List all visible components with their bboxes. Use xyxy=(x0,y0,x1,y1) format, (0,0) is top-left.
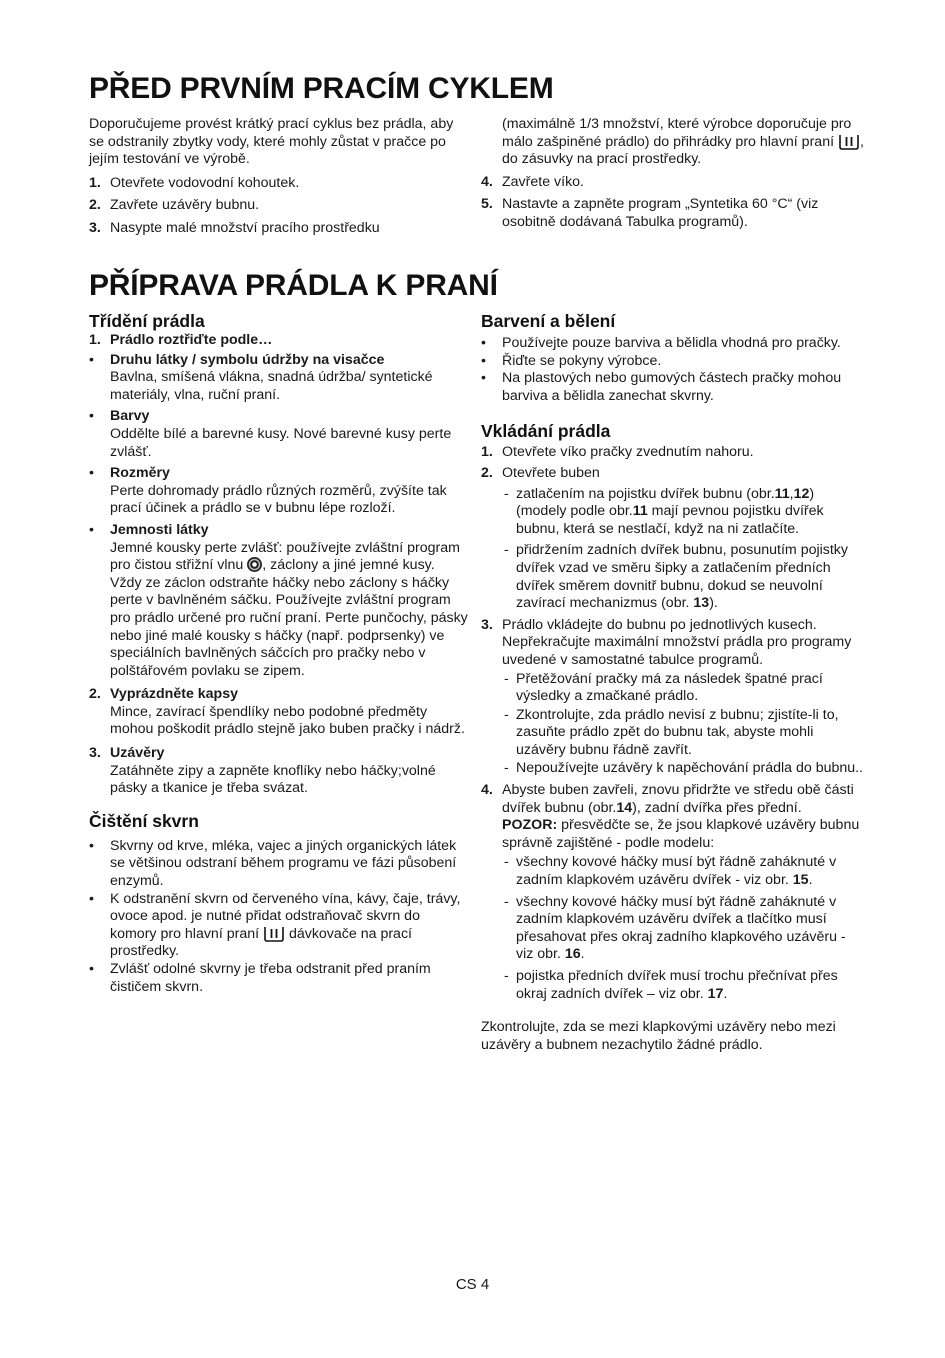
bullet-icon: • xyxy=(89,521,94,538)
bullet-icon: • xyxy=(89,961,94,977)
step-item xyxy=(481,196,866,231)
dash-text: mají pevnou pojistku dvířek bubnu, která se nestlačí, když na ni zatlačíte. xyxy=(516,503,824,537)
figure-ref: 13 xyxy=(693,595,710,612)
section-title-laundry-preparation: PŘÍPRAVA PRÁDLA K PRANÍ xyxy=(89,269,498,302)
stain-text: Zvlášť odolné skvrny je třeba odstranit před praním čističem skvrn. xyxy=(110,961,431,995)
sorting-criterion-delicate xyxy=(89,522,469,680)
step-number: 5. xyxy=(481,196,493,213)
bullet-icon: • xyxy=(89,351,94,368)
dash-icon: - xyxy=(504,670,509,687)
step-text: Zatáhněte zipy a zapněte knoflíky nebo háčky;volné pásky a tkanice je třeba svázat. xyxy=(110,762,436,797)
section-title-before-first-cycle: PŘED PRVNÍM PRACÍM CYKLEM xyxy=(89,72,554,105)
main-wash-compartment-icon xyxy=(263,926,285,942)
bullet-icon: • xyxy=(89,890,94,907)
step-text: Nasypte malé množství pracího prostředku xyxy=(110,219,380,236)
step-text: Otevřete vodovodní kohoutek. xyxy=(110,174,300,191)
section1-left-column xyxy=(89,116,469,243)
dash-icon: - xyxy=(504,485,509,502)
dash-text: Zkontrolujte, zda prádlo nevisí z bubnu; zjistíte-li to, zasuňte prádlo zpět do bubnu tak, abyste mohli uzávěry bubnu řádně zavřít. xyxy=(516,706,839,758)
dash-icon: - xyxy=(504,706,509,723)
page-number: CS 4 xyxy=(455,1276,490,1293)
dyeing-text: Řiďte se pokyny výrobce. xyxy=(502,352,662,369)
dyeing-item xyxy=(481,335,866,353)
dash-text: pojistka předních dvířek musí trochu přečnívat přes okraj zadních dvířek – viz obr. xyxy=(516,968,838,1002)
step-text: ), zadní dvířka přes přední. xyxy=(632,799,802,816)
section2-left-column xyxy=(89,310,469,996)
step3-continued-text-a: (maximálně 1/3 množství, které výrobce doporučuje pro málo zašpiněné prádlo) do přihrádky pro hlavní praní xyxy=(502,116,852,150)
dash-icon: - xyxy=(504,968,509,984)
step-number: 2. xyxy=(89,197,101,214)
dyeing-item xyxy=(481,353,866,371)
dash-icon: - xyxy=(504,893,509,910)
stain-item xyxy=(89,961,469,996)
dash-item xyxy=(481,542,866,612)
step-number: 2. xyxy=(89,686,101,703)
dash-text: přidržením zadních dvířek bubnu, posunutím pojistky dvířek vzad ve směru šipky a zatlačením předních dvířek směrem dovnitř bubnu, dokud se neuvolní zavírací mechanizmus (obr. xyxy=(516,542,848,612)
figure-ref: 17 xyxy=(707,985,724,1002)
stain-item xyxy=(89,838,469,891)
loading-step-2 xyxy=(481,465,866,483)
dash-item xyxy=(481,760,866,778)
step-item xyxy=(89,220,469,238)
warning-label: POZOR: xyxy=(502,817,558,834)
step-text: Zavřete uzávěry bubnu. xyxy=(110,197,260,214)
step-text: Prádlo vkládejte do bubnu po jednotlivých kusech. Nepřekračujte maximální množství prádla pro programy uvedené v samostatné tabulce programů. xyxy=(502,616,852,668)
dash-text: Přetěžování pračky má za následek špatné prací výsledky a zmačkané prádlo. xyxy=(516,670,823,705)
step-title: Uzávěry xyxy=(110,745,165,762)
step3-continued-text-b: , do zásuvky na prací prostředky. xyxy=(502,133,864,168)
criterion-text: Perte dohromady prádlo různých rozměrů, zvýšíte tak prací účinek a prádlo se v bubnu lépe rozloží. xyxy=(110,482,447,517)
dash-item xyxy=(481,854,866,889)
step-number: 2. xyxy=(481,464,493,481)
heading-loading-laundry: Vkládání prádla xyxy=(481,421,611,442)
figure-ref: 14 xyxy=(616,799,633,816)
stain-text: Skvrny od krve, mléka, vajec a jiných organických látek se většinou odstraní během programu ve fázi působení enzymů. xyxy=(110,837,457,890)
figure-ref: 11 xyxy=(774,485,790,502)
sorting-step-2 xyxy=(89,686,469,739)
dash-text: . xyxy=(808,872,813,889)
dash-text: . xyxy=(723,985,728,1002)
dash-item xyxy=(481,894,866,964)
bullet-icon: • xyxy=(89,465,94,482)
dash-text: zatlačením na pojistku dvířek bubnu (obr. xyxy=(516,485,775,502)
dash-icon: - xyxy=(504,542,509,559)
section2-right-column xyxy=(481,310,866,1054)
warning-text: přesvědčte se, že jsou klapkové uzávěry bubnu správně zajištěné - podle modelu: xyxy=(502,817,860,851)
figure-ref: 12 xyxy=(793,485,810,502)
step3-continuation xyxy=(481,116,866,169)
dyeing-item xyxy=(481,370,866,405)
step-item xyxy=(481,174,866,192)
main-wash-compartment-icon xyxy=(838,134,860,150)
sorting-step-3 xyxy=(89,745,469,798)
sorting-criterion xyxy=(89,352,469,405)
step-number: 3. xyxy=(481,616,493,633)
stain-item xyxy=(89,891,469,961)
bullet-icon: • xyxy=(89,408,94,425)
bullet-icon: • xyxy=(89,837,94,854)
criterion-text: Oddělte bílé a barevné kusy. Nové barevné kusy perte zvlášť. xyxy=(110,425,452,460)
criterion-title: Druhu látky / symbolu údržby na visačce xyxy=(110,351,385,368)
wool-program-icon xyxy=(247,557,262,572)
dyeing-text: Na plastových nebo gumových částech pračky mohou barviva a bělidla zanechat skvrny. xyxy=(502,370,842,404)
criterion-title: Barvy xyxy=(110,408,150,425)
dash-item xyxy=(481,707,866,760)
dash-text: ) (modely podle obr. xyxy=(516,485,815,520)
step-number: 3. xyxy=(89,219,101,236)
stain-text-b: dávkovače na prací prostředky. xyxy=(110,925,412,960)
step-text: Prádlo roztřiďte podle… xyxy=(110,332,273,348)
step-number: 3. xyxy=(89,745,101,762)
heading-sorting: Třídění prádla xyxy=(89,311,205,331)
step-title: Vyprázdněte kapsy xyxy=(110,686,239,703)
loading-step-1 xyxy=(481,444,866,462)
criterion-text-a: Jemné kousky perte zvlášť: používejte zvláštní program pro čistou střižní vlnu xyxy=(110,539,460,574)
dash-text: Nepoužívejte uzávěry k napěchování prádla do bubnu.. xyxy=(516,760,864,777)
figure-ref: 16 xyxy=(564,946,581,963)
sorting-criterion xyxy=(89,408,469,461)
figure-ref: 15 xyxy=(792,872,809,889)
criterion-text: Bavlna, smíšená vlákna, snadná údržba/ syntetické materiály, vlna, ruční praní. xyxy=(110,369,433,403)
sorting-criterion xyxy=(89,465,469,518)
dash-text: všechny kovové háčky musí být řádně zaháknuté v zadním klapkovém uzávěru dvířek a tlačítko musí přesahovat přes okraj zadního klapkového uzávěru - viz obr. xyxy=(516,893,846,963)
dyeing-text: Používejte pouze barviva a bělidla vhodná pro pračky. xyxy=(502,335,841,351)
bullet-icon: • xyxy=(481,335,486,351)
dash-icon: - xyxy=(504,760,509,777)
step-text: Nastavte a zapněte program „Syntetika 60 °C“ (viz osobitně dodávaná Tabulka programů). xyxy=(502,196,819,230)
closing-paragraph: Zkontrolujte, zda se mezi klapkovými uzávěry nebo mezi uzávěry a bubnem nezachytilo žádné prádlo. xyxy=(481,1019,836,1053)
criterion-text-b: , záclony a jiné jemné kusy. Vždy ze záclon odstraňte háčky nebo záclony s háčky perte v bavlněném sáčku. Používejte zvláštní program pro prádlo určené pro ruční praní. Perte punčochy, pásky nebo jiné malé kousky s háčky (např. podprsenky) ve speciálních bavlněných sáčcích pro pračky nebo v polštářovém povlaku se zipem. xyxy=(110,557,468,679)
loading-step-4 xyxy=(481,782,866,852)
bullet-icon: • xyxy=(481,370,486,387)
step-text: Abyste buben zavřeli, znovu přidržte ve středu obě části dvířek bubnu (obr. xyxy=(502,782,854,816)
section1-right-column xyxy=(481,116,866,237)
dash-item xyxy=(481,968,866,1003)
heading-dyeing-bleaching: Barvení a bělení xyxy=(481,311,616,331)
step-number: 1. xyxy=(89,332,101,348)
dash-icon: - xyxy=(504,854,509,871)
step-text: Otevřete buben xyxy=(502,464,600,481)
criterion-title: Jemnosti látky xyxy=(110,521,209,538)
step-number: 4. xyxy=(481,173,493,190)
step-text: Zavřete víko. xyxy=(502,173,585,190)
dash-text: všechny kovové háčky musí být řádně zaháknuté v zadním klapkovém uzávěru dvířek - viz obr. xyxy=(516,854,837,889)
figure-ref: 11 xyxy=(632,503,648,520)
sorting-step-1 xyxy=(89,332,469,350)
dash-text: ). xyxy=(709,595,718,612)
criterion-title: Rozměry xyxy=(110,465,170,482)
heading-stain-removal: Čištění skvrn xyxy=(89,810,199,831)
bullet-icon: • xyxy=(481,352,486,369)
step-text: Mince, zavírací špendlíky nebo podobné předměty mohou poškodit prádlo stejně jako buben pračky i nádrž. xyxy=(110,703,465,738)
step-number: 1. xyxy=(89,174,101,191)
dash-text: . xyxy=(580,946,585,963)
dash-text: , xyxy=(789,485,794,502)
step-number: 4. xyxy=(481,782,493,799)
dash-item xyxy=(481,486,866,539)
loading-step-3 xyxy=(481,617,866,670)
step-item xyxy=(89,197,469,215)
step-item xyxy=(89,175,469,193)
intro-paragraph: Doporučujeme provést krátký prací cyklus bez prádla, aby se odstranily zbytky vody, které mohly zůstat v pračce po jejím testování ve výrobě. xyxy=(89,116,454,168)
step-number: 1. xyxy=(481,444,493,461)
step-text: Otevřete víko pračky zvednutím nahoru. xyxy=(502,444,754,461)
dash-item xyxy=(481,671,866,706)
stain-text-a: K odstranění skvrn od červeného vína, kávy, čaje, trávy, ovoce apod. je nutné přidat odstraňovač skvrn do komory pro hlavní praní xyxy=(110,890,461,942)
